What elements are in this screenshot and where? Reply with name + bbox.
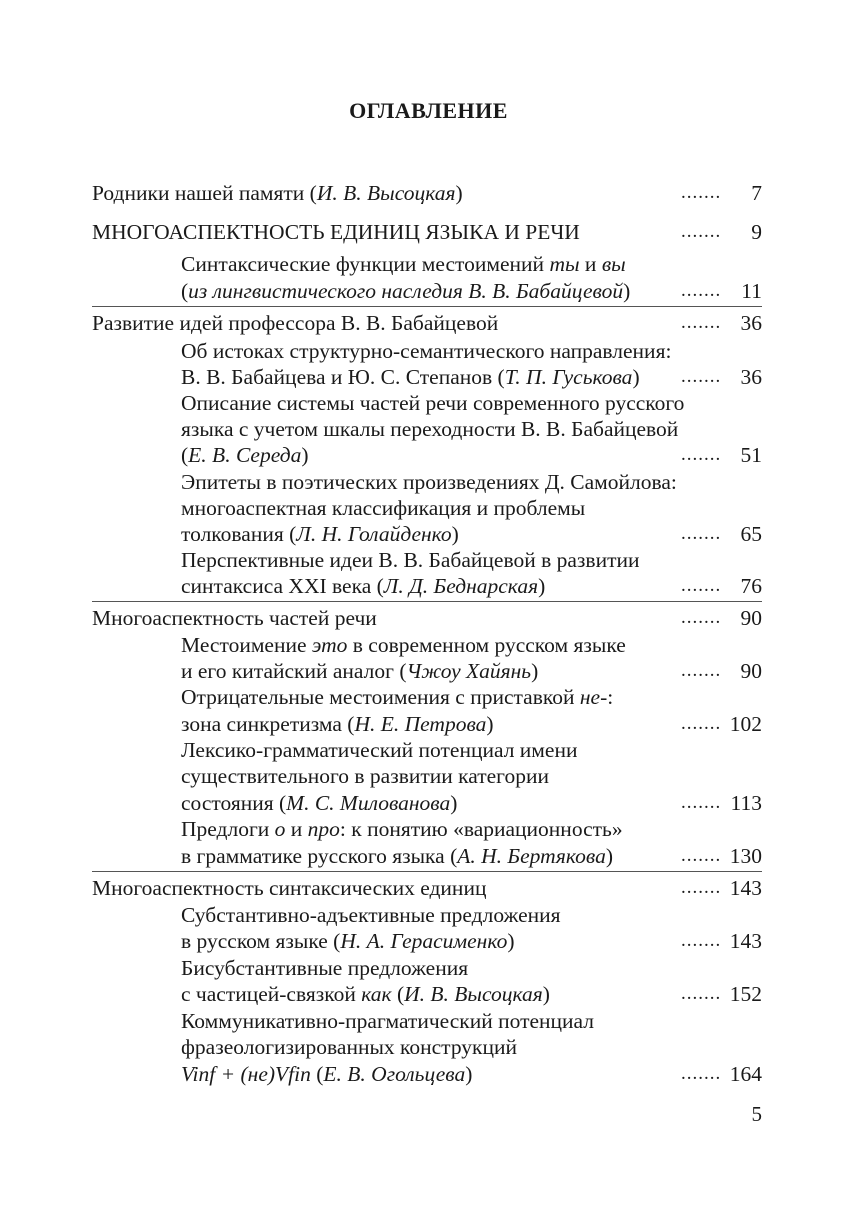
toc-subentry-line bbox=[181, 981, 550, 1007]
toc-text-italic: из лингвистического наследия В. В. Бабайцевой bbox=[188, 279, 624, 303]
toc-leader-dots: ....... bbox=[681, 366, 722, 387]
toc-subentry-line bbox=[181, 573, 545, 599]
toc-text: Эпитеты в поэтических произведениях Д. Самойлова: bbox=[181, 470, 677, 494]
toc-subentry-line bbox=[181, 843, 613, 869]
toc-leader-dots: ....... bbox=[681, 660, 722, 681]
toc-page-number: 143 bbox=[729, 876, 762, 900]
toc-entry-line bbox=[92, 310, 498, 336]
toc-leader-dots: ....... bbox=[681, 607, 722, 628]
toc-page-number: 9 bbox=[751, 220, 762, 244]
toc-text: : к понятию «вариационность» bbox=[339, 817, 623, 841]
toc-text-italic: Vinf + (не)Vfin bbox=[181, 1062, 311, 1086]
toc-text: фразеологизированных конструкций bbox=[181, 1035, 518, 1059]
toc-text-italic: Е. В. Огольцева bbox=[323, 1062, 466, 1086]
toc-text: ) bbox=[455, 181, 463, 205]
toc-text: ) bbox=[531, 659, 539, 683]
toc-text: ( bbox=[391, 982, 405, 1006]
toc-text-italic: как bbox=[361, 982, 392, 1006]
toc-page-number: 76 bbox=[740, 574, 762, 598]
toc-leader-dots: ....... bbox=[681, 713, 722, 734]
toc-text: и bbox=[579, 252, 602, 276]
toc-subentry-line bbox=[181, 790, 457, 816]
toc-text: в грамматике русского языка ( bbox=[181, 844, 458, 868]
toc-leader-dots: ....... bbox=[681, 930, 722, 951]
toc-page-number: 65 bbox=[740, 522, 762, 546]
toc-text: Синтаксические функции местоимений bbox=[181, 252, 550, 276]
toc-leader-dots: ....... bbox=[681, 221, 722, 242]
toc-text: Лексико-грамматический потенциал имени bbox=[181, 738, 578, 762]
toc-text-italic: вы bbox=[601, 252, 626, 276]
toc-text-italic: А. Н. Бертякова bbox=[457, 844, 606, 868]
toc-text-italic: М. С. Милованова bbox=[286, 791, 451, 815]
toc-text: Многоаспектность синтаксических единиц bbox=[92, 876, 487, 900]
toc-text: ( bbox=[181, 279, 189, 303]
toc-subentry-line bbox=[181, 278, 630, 304]
toc-text: Развитие идей профессора В. В. Бабайцевой bbox=[92, 311, 499, 335]
toc-text: Родники нашей памяти ( bbox=[92, 181, 317, 205]
toc-page-number: 164 bbox=[729, 1062, 762, 1086]
toc-text-italic: Л. Н. Голайденко bbox=[296, 522, 452, 546]
toc-page-number: 152 bbox=[729, 982, 762, 1006]
toc-subentry-line bbox=[181, 684, 613, 710]
toc-subentry-line bbox=[181, 416, 678, 442]
toc-text: в русском языке ( bbox=[181, 929, 341, 953]
toc-entry-line bbox=[92, 875, 486, 901]
toc-leader-dots: ....... bbox=[681, 575, 722, 596]
toc-text: и bbox=[285, 817, 308, 841]
toc-text: в современном русском языке bbox=[347, 633, 626, 657]
toc-text: : bbox=[607, 685, 614, 709]
toc-text-italic: про bbox=[307, 817, 340, 841]
toc-page-number: 90 bbox=[740, 606, 762, 630]
toc-text-italic: Чжоу Хайянь bbox=[406, 659, 532, 683]
toc-page-number: 130 bbox=[729, 844, 762, 868]
toc-subentry-line bbox=[181, 390, 684, 416]
toc-leader-dots: ....... bbox=[681, 877, 722, 898]
toc-page-number: 36 bbox=[740, 311, 762, 335]
toc-text: МНОГОАСПЕКТНОСТЬ ЕДИНИЦ ЯЗЫКА И РЕЧИ bbox=[92, 220, 580, 244]
toc-leader-dots: ....... bbox=[681, 523, 722, 544]
toc-subentry-line bbox=[181, 902, 561, 928]
toc-text: синтаксиса XXI века ( bbox=[181, 574, 384, 598]
toc-text: ) bbox=[486, 712, 494, 736]
toc-text: ) bbox=[507, 929, 515, 953]
toc-text: В. В. Бабайцева и Ю. С. Степанов ( bbox=[181, 365, 505, 389]
page-title: ОГЛАВЛЕНИЕ bbox=[349, 98, 508, 123]
toc-subentry-line bbox=[181, 658, 538, 684]
toc-text: существительного в развитии категории bbox=[181, 764, 549, 788]
toc-text: ) bbox=[538, 574, 546, 598]
toc-subentry-line bbox=[181, 1034, 517, 1060]
toc-subentry-line bbox=[181, 338, 671, 364]
toc-text-italic: Е. В. Середа bbox=[188, 443, 302, 467]
toc-text: Многоаспектность частей речи bbox=[92, 606, 377, 630]
toc-subentry-line bbox=[181, 469, 677, 495]
toc-subentry-line bbox=[181, 737, 577, 763]
toc-text: состояния ( bbox=[181, 791, 287, 815]
toc-text-italic: ты bbox=[549, 252, 580, 276]
toc-subentry-line bbox=[181, 955, 468, 981]
toc-leader-dots: ....... bbox=[681, 312, 722, 333]
toc-subentry-line bbox=[181, 816, 623, 842]
toc-text: языка с учетом шкалы переходности В. В. Бабайцевой bbox=[181, 417, 679, 441]
toc-page-number: 51 bbox=[740, 443, 762, 467]
toc-text-italic: Л. Д. Беднарская bbox=[383, 574, 539, 598]
toc-subentry-line bbox=[181, 928, 515, 954]
toc-text-italic: Н. А. Герасименко bbox=[340, 929, 508, 953]
toc-text: ) bbox=[450, 791, 458, 815]
toc-text: с частицей-связкой bbox=[181, 982, 362, 1006]
toc-text: ) bbox=[465, 1062, 473, 1086]
toc-text: Субстантивно-адъективные предложения bbox=[181, 903, 561, 927]
toc-page-number: 113 bbox=[730, 791, 762, 815]
toc-leader-dots: ....... bbox=[681, 1063, 722, 1084]
toc-leader-dots: ....... bbox=[681, 792, 722, 813]
toc-text: Перспективные идеи В. В. Бабайцевой в развитии bbox=[181, 548, 640, 572]
toc-subentry-line bbox=[181, 711, 494, 737]
toc-text: ) bbox=[451, 522, 459, 546]
toc-text-italic: это bbox=[311, 633, 348, 657]
toc-entry-line bbox=[92, 180, 463, 206]
toc-subentry-line bbox=[181, 1061, 472, 1087]
section-divider bbox=[92, 601, 762, 602]
toc-text-italic: И. В. Высоцкая bbox=[316, 181, 456, 205]
page-number: 5 bbox=[751, 1102, 762, 1126]
toc-text-italic: И. В. Высоцкая bbox=[404, 982, 543, 1006]
toc-subentry-line bbox=[181, 632, 626, 658]
toc-text-italic: Т. П. Гуськова bbox=[504, 365, 633, 389]
toc-page-number: 90 bbox=[740, 659, 762, 683]
section-divider bbox=[92, 871, 762, 872]
toc-leader-dots: ....... bbox=[681, 983, 722, 1004]
toc-page-number: 36 bbox=[740, 365, 762, 389]
toc-text: Отрицательные местоимения с приставкой bbox=[181, 685, 580, 709]
toc-page-number: 102 bbox=[729, 712, 762, 736]
toc-subentry-line bbox=[181, 521, 459, 547]
toc-leader-dots: ....... bbox=[681, 280, 722, 301]
toc-subentry-line bbox=[181, 495, 585, 521]
toc-text: Описание системы частей речи современного русского bbox=[181, 391, 685, 415]
toc-subentry-line bbox=[181, 364, 640, 390]
toc-text: Местоимение bbox=[181, 633, 312, 657]
toc-text: ) bbox=[632, 365, 640, 389]
toc-page-number: 7 bbox=[751, 181, 762, 205]
toc-subentry-line bbox=[181, 251, 626, 277]
toc-entry-line bbox=[92, 605, 377, 631]
toc-subentry-line bbox=[181, 442, 309, 468]
toc-leader-dots: ....... bbox=[681, 182, 722, 203]
toc-page-number: 11 bbox=[741, 279, 762, 303]
toc-text: ) bbox=[605, 844, 613, 868]
toc-text: ( bbox=[181, 443, 189, 467]
toc-text-italic: не- bbox=[579, 685, 608, 709]
toc-leader-dots: ....... bbox=[681, 845, 722, 866]
toc-text: зона синкретизма ( bbox=[181, 712, 355, 736]
section-divider bbox=[92, 306, 762, 307]
toc-text: Коммуникативно-прагматический потенциал bbox=[181, 1009, 594, 1033]
toc-text: Об истоках структурно-семантического направления: bbox=[181, 339, 672, 363]
toc-text: ) bbox=[623, 279, 631, 303]
toc-text: ( bbox=[310, 1062, 324, 1086]
toc-text: ) bbox=[542, 982, 550, 1006]
toc-text: ) bbox=[301, 443, 309, 467]
toc-subentry-line bbox=[181, 763, 549, 789]
toc-entry-line bbox=[92, 219, 580, 245]
toc-subentry-line bbox=[181, 1008, 594, 1034]
toc-text: Предлоги bbox=[181, 817, 275, 841]
toc-text: многоаспектная классификация и проблемы bbox=[181, 496, 586, 520]
toc-text: толкования ( bbox=[181, 522, 297, 546]
toc-text-italic: Н. Е. Петрова bbox=[354, 712, 487, 736]
toc-text: Бисубстантивные предложения bbox=[181, 956, 469, 980]
toc-leader-dots: ....... bbox=[681, 444, 722, 465]
toc-page-number: 143 bbox=[729, 929, 762, 953]
toc-text-italic: о bbox=[274, 817, 286, 841]
toc-subentry-line bbox=[181, 547, 639, 573]
toc-text: и его китайский аналог ( bbox=[181, 659, 407, 683]
